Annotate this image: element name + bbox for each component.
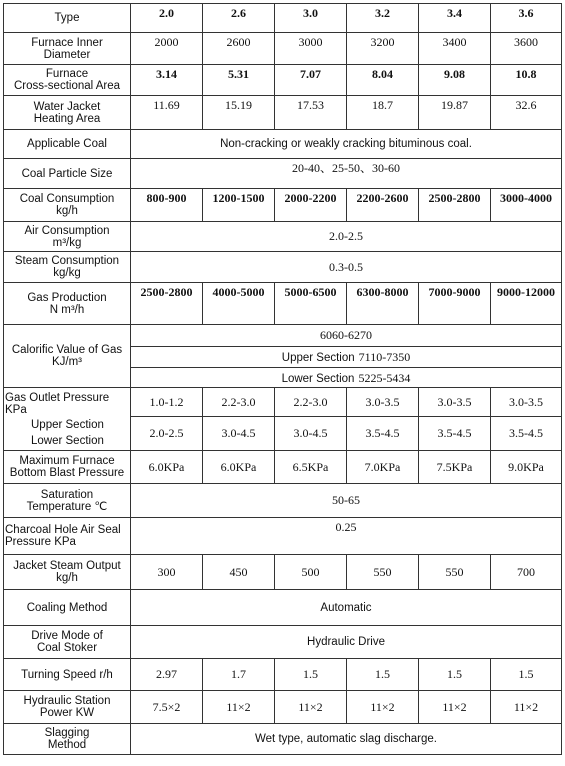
type-header-cell: 3.2 <box>347 4 419 33</box>
row-label <box>4 724 131 755</box>
data-cell: 700 <box>491 555 562 590</box>
data-cell: 7.5KPa <box>419 451 491 484</box>
row-label <box>4 33 131 65</box>
row-label-line: Calorific Value of Gas <box>11 344 123 356</box>
row-label <box>4 325 131 388</box>
row-label-line: Cross-sectional Area <box>13 80 121 92</box>
data-cell: 2000-2200 <box>275 189 347 222</box>
data-cell: 11×2 <box>491 691 562 724</box>
hydraulic-power-row <box>4 691 562 724</box>
row-label-line: Pressure KPa <box>5 536 76 548</box>
data-cell: 2200-2600 <box>347 189 419 222</box>
row-label-line: Charcoal Hole Air Seal <box>5 524 121 536</box>
charcoal-seal-row <box>4 518 562 555</box>
row-label-line: Upper Section <box>31 418 104 431</box>
type-header-cell: 3.6 <box>491 4 562 33</box>
row-label <box>4 283 131 325</box>
data-cell: 17.53 <box>275 96 347 130</box>
data-cell: 11×2 <box>347 691 419 724</box>
data-cell: 3000 <box>275 33 347 65</box>
merged-value-cell: Non-cracking or weakly cracking bituminous coal. <box>131 130 562 159</box>
row-label-line: Diameter <box>43 48 91 61</box>
data-cell: 300 <box>131 555 203 590</box>
data-cell: 3.0-3.5 <box>347 388 419 417</box>
data-cell: 1200-1500 <box>203 189 275 222</box>
data-cell: 3.14 <box>131 65 203 96</box>
row-label-line: Gas Production <box>27 291 107 304</box>
row-label-line: KJ/m³ <box>51 356 83 368</box>
data-cell: 3.0-4.5 <box>275 417 347 451</box>
calorific-upper-cell <box>131 347 562 368</box>
row-label-line: Saturation <box>40 488 94 501</box>
type-header-label: Type <box>4 4 131 33</box>
data-cell: 3200 <box>347 33 419 65</box>
row-label-line: Power KW <box>39 707 95 719</box>
turning-speed-row <box>4 659 562 691</box>
type-header-cell: 2.6 <box>203 4 275 33</box>
row-label <box>4 388 131 451</box>
row-label <box>4 96 131 130</box>
data-cell: 11×2 <box>419 691 491 724</box>
data-cell: 1.5 <box>275 659 347 691</box>
gas-outlet-upper-row <box>4 388 562 417</box>
data-cell: 1.0-1.2 <box>131 388 203 417</box>
data-cell: 2.2-3.0 <box>203 388 275 417</box>
data-cell: 9000-12000 <box>491 283 562 325</box>
row-label <box>4 691 131 724</box>
row-label-line: Hydraulic Station <box>23 695 111 707</box>
data-cell: 7.0KPa <box>347 451 419 484</box>
data-cell: 15.19 <box>203 96 275 130</box>
row-label-line: Furnace <box>45 68 89 80</box>
row-label-line: Coal Stoker <box>36 642 98 654</box>
section-value: 5225-5434 <box>358 370 411 385</box>
data-cell: 19.87 <box>419 96 491 130</box>
type-header-cell: 2.0 <box>131 4 203 33</box>
row-label-line: Furnace Inner <box>31 36 103 49</box>
data-cell: 2.2-3.0 <box>275 388 347 417</box>
water-jacket-row <box>4 96 562 130</box>
row-label <box>4 451 131 484</box>
data-cell: 3400 <box>419 33 491 65</box>
section-label: Lower Section <box>281 372 355 385</box>
data-cell: 7.5×2 <box>131 691 203 724</box>
data-cell: 6.0KPa <box>203 451 275 484</box>
data-cell: 3.5-4.5 <box>419 417 491 451</box>
section-value: 7110-7350 <box>358 350 411 364</box>
merged-value-cell: Hydraulic Drive <box>131 626 562 659</box>
data-cell: 5000-6500 <box>275 283 347 325</box>
row-label-line: Method <box>47 739 87 751</box>
row-label <box>4 252 131 283</box>
steam-consumption-row <box>4 252 562 283</box>
row-label-line: kg/h <box>56 572 78 584</box>
data-cell: 6300-8000 <box>347 283 419 325</box>
data-cell: 450 <box>203 555 275 590</box>
merged-value-cell: 20-40、25-50、30-60 <box>131 159 562 189</box>
row-label-line: Coal Consumption <box>19 193 115 205</box>
data-cell: 6.0KPa <box>131 451 203 484</box>
data-cell: 11.69 <box>131 96 203 130</box>
row-label-line: Slagging <box>44 727 90 739</box>
row-label-line: Steam Consumption <box>14 255 120 267</box>
row-label <box>4 626 131 659</box>
merged-value-cell: 50-65 <box>131 484 562 518</box>
gasifier-spec-table <box>3 3 562 755</box>
row-label-line: kg/kg <box>53 267 81 279</box>
type-header-cell: 3.0 <box>275 4 347 33</box>
data-cell: 4000-5000 <box>203 283 275 325</box>
slagging-row <box>4 724 562 755</box>
data-cell: 550 <box>347 555 419 590</box>
data-cell: 2600 <box>203 33 275 65</box>
data-cell: 2.97 <box>131 659 203 691</box>
gas-production-row <box>4 283 562 325</box>
merged-value-cell: 6060-6270 <box>131 325 562 347</box>
row-label: Turning Speed r/h <box>4 659 131 691</box>
row-label <box>4 222 131 252</box>
blast-pressure-row <box>4 451 562 484</box>
row-label-line: Bottom Blast Pressure <box>9 467 125 479</box>
row-label-line: Water Jacket <box>33 100 101 113</box>
data-cell: 500 <box>275 555 347 590</box>
data-cell: 7.07 <box>275 65 347 96</box>
merged-value-cell: 0.3-0.5 <box>131 252 562 283</box>
row-label-line: Jacket Steam Output <box>13 560 121 572</box>
row-label: Coaling Method <box>4 590 131 626</box>
data-cell: 2500-2800 <box>131 283 203 325</box>
particle-size-row <box>4 159 562 189</box>
row-label <box>4 518 131 555</box>
type-header-cell: 3.4 <box>419 4 491 33</box>
data-cell: 2.0-2.5 <box>131 417 203 451</box>
data-cell: 9.0KPa <box>491 451 562 484</box>
data-cell: 10.8 <box>491 65 562 96</box>
data-cell: 1.7 <box>203 659 275 691</box>
data-cell: 550 <box>419 555 491 590</box>
merged-value-cell: Wet type, automatic slag discharge. <box>131 724 562 755</box>
merged-value-cell: 0.25 <box>131 518 562 555</box>
applicable-coal-row <box>4 130 562 159</box>
data-cell: 1.5 <box>419 659 491 691</box>
drive-mode-row <box>4 626 562 659</box>
data-cell: 800-900 <box>131 189 203 222</box>
row-label <box>4 484 131 518</box>
cross-section-row <box>4 65 562 96</box>
saturation-row <box>4 484 562 518</box>
row-label: Coal Particle Size <box>4 159 131 189</box>
row-label-line: Drive Mode of <box>31 630 103 642</box>
air-consumption-row <box>4 222 562 252</box>
row-label-line: N m³/h <box>49 303 85 316</box>
row-label-line: Gas Outlet Pressure <box>5 391 110 404</box>
data-cell: 3.0-3.5 <box>419 388 491 417</box>
data-cell: 5.31 <box>203 65 275 96</box>
row-label-line: KPa <box>5 403 27 416</box>
data-cell: 3600 <box>491 33 562 65</box>
inner-diameter-row <box>4 33 562 65</box>
data-cell: 3.5-4.5 <box>491 417 562 451</box>
coaling-method-row <box>4 590 562 626</box>
row-label <box>4 189 131 222</box>
row-label <box>4 555 131 590</box>
calorific-lower-cell <box>131 368 562 388</box>
data-cell: 9.08 <box>419 65 491 96</box>
row-label-line: kg/h <box>56 205 78 217</box>
data-cell: 3.0-4.5 <box>203 417 275 451</box>
data-cell: 3.5-4.5 <box>347 417 419 451</box>
data-cell: 2000 <box>131 33 203 65</box>
data-cell: 3.0-3.5 <box>491 388 562 417</box>
row-label-line: Air Consumption <box>24 224 110 237</box>
row-label <box>4 65 131 96</box>
row-label-line: Maximum Furnace <box>19 455 115 467</box>
data-cell: 1.5 <box>491 659 562 691</box>
data-cell: 1.5 <box>347 659 419 691</box>
data-cell: 11×2 <box>203 691 275 724</box>
data-cell: 3000-4000 <box>491 189 562 222</box>
merged-value-cell: 2.0-2.5 <box>131 222 562 252</box>
merged-value-cell: Automatic <box>131 590 562 626</box>
data-cell: 8.04 <box>347 65 419 96</box>
header-row <box>4 4 562 33</box>
data-cell: 18.7 <box>347 96 419 130</box>
section-label: Upper Section <box>281 352 355 364</box>
row-label-line: m³/kg <box>52 236 82 249</box>
data-cell: 6.5KPa <box>275 451 347 484</box>
coal-consumption-row <box>4 189 562 222</box>
row-label: Applicable Coal <box>4 130 131 159</box>
data-cell: 11×2 <box>275 691 347 724</box>
row-label-line: Temperature ℃ <box>26 500 108 513</box>
data-cell: 32.6 <box>491 96 562 130</box>
calorific-row <box>4 325 562 347</box>
row-label-line: Lower Section <box>31 434 104 447</box>
row-label-line: Heating Area <box>33 112 101 125</box>
data-cell: 7000-9000 <box>419 283 491 325</box>
data-cell: 2500-2800 <box>419 189 491 222</box>
jacket-steam-row <box>4 555 562 590</box>
